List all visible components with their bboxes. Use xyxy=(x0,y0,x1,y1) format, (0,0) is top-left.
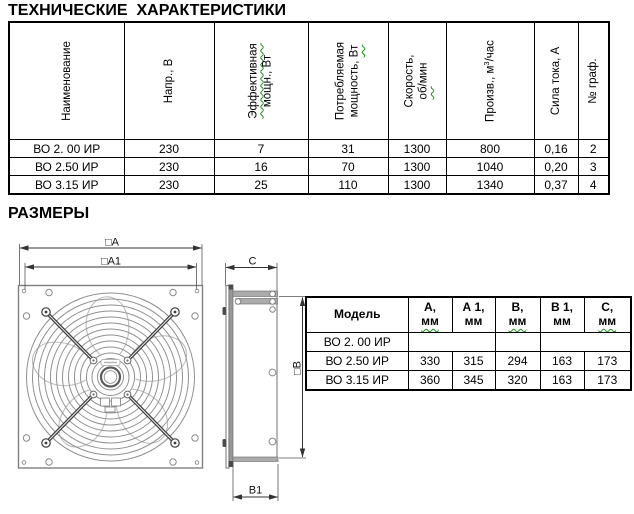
dimensions-cell: ВО 2.50 ИР xyxy=(306,352,408,371)
specs-cell: 0,16 xyxy=(534,140,578,158)
superscript: 3 xyxy=(481,61,491,66)
specs-table-row xyxy=(9,140,609,158)
header-text: Наименование xyxy=(60,41,73,121)
misspelled-word: Вт xyxy=(349,44,361,58)
dimensions-cell: 345 xyxy=(452,371,495,391)
specs-column-header xyxy=(214,22,308,140)
side-view xyxy=(223,285,279,469)
specs-cell: 1300 xyxy=(388,176,446,195)
dimensions-cell: 330 xyxy=(408,352,452,371)
header-text: А, xyxy=(424,300,436,315)
misspelled-word: Эффективная xyxy=(247,43,260,119)
specs-table-row xyxy=(9,158,609,176)
front-view xyxy=(19,286,203,469)
section-title-dimensions: РАЗМЕРЫ xyxy=(8,205,90,222)
specs-cell: 16 xyxy=(214,158,308,176)
specs-column-header xyxy=(9,22,124,140)
dimensions-table xyxy=(305,296,632,391)
header-text: мм xyxy=(553,314,571,328)
misspelled-word: об xyxy=(418,86,430,100)
specs-cell: 0,37 xyxy=(534,176,578,195)
dimensions-cell: 315 xyxy=(452,352,495,371)
specs-column-header xyxy=(578,22,609,140)
dimensions-table-row xyxy=(306,333,631,352)
specs-cell: 1300 xyxy=(388,158,446,176)
header-text: В 1, xyxy=(550,300,573,315)
specs-column-header xyxy=(308,22,388,140)
specs-cell: ВО 2.50 ИР xyxy=(9,158,124,176)
specs-cell: 2 xyxy=(578,140,609,158)
header-text: Модель xyxy=(334,307,381,322)
dimensions-cell: 163 xyxy=(540,371,584,391)
specs-cell: 31 xyxy=(308,140,388,158)
specs-table-row xyxy=(9,176,609,195)
dimensions-column-header xyxy=(540,297,584,333)
header-text: № граф. xyxy=(587,58,600,104)
header-text: Напр., В xyxy=(162,58,175,104)
specs-cell: 230 xyxy=(124,140,214,158)
dimensions-cell: 294 xyxy=(495,352,540,371)
dimensions-cell: 173 xyxy=(584,352,631,371)
header-text: Произв., м xyxy=(484,65,497,122)
dimensions-column-header xyxy=(408,297,452,333)
specs-cell: ВО 3.15 ИР xyxy=(9,176,124,195)
section-title-specs: ТЕХНИЧЕСКИЕ ХАРАКТЕРИСТИКИ xyxy=(8,2,286,19)
specs-cell: 230 xyxy=(124,176,214,195)
dimensions-cell: 173 xyxy=(584,371,631,391)
dimensions-cell xyxy=(540,333,631,352)
dimensions-header-row xyxy=(306,297,631,333)
flange-knob-bottom xyxy=(223,439,227,447)
header-text: мм xyxy=(464,314,483,328)
dim-label-C: C xyxy=(248,255,257,268)
dimensions-cell: 163 xyxy=(540,352,584,371)
specs-table xyxy=(8,21,610,195)
specs-cell: 110 xyxy=(308,176,388,195)
header-text: Сила тока, А xyxy=(549,46,562,116)
specs-cell: 25 xyxy=(214,176,308,195)
dimensions-cell: ВО 2. 00 ИР xyxy=(306,333,408,352)
header-text: С, xyxy=(601,300,614,315)
header-text: В, xyxy=(511,300,524,315)
dim-label-A: □A xyxy=(105,236,119,249)
specs-cell: 1040 xyxy=(446,158,534,176)
dimensions-column-header xyxy=(452,297,495,333)
bottom-bar xyxy=(233,457,278,462)
specs-column-header xyxy=(388,22,446,140)
specs-cell: ВО 2. 00 ИР xyxy=(9,140,124,158)
dimensions-column-header xyxy=(306,297,408,333)
specs-cell: 7 xyxy=(214,140,308,158)
header-text: /час xyxy=(484,40,497,62)
dimensions-table-row xyxy=(306,371,631,391)
header-text: Потребляемая xyxy=(334,41,347,121)
dimensions-column-header xyxy=(584,297,631,333)
specs-cell: 1340 xyxy=(446,176,534,195)
dimensions-table-row xyxy=(306,352,631,371)
specs-cell: 0,20 xyxy=(534,158,578,176)
specs-column-header xyxy=(446,22,534,140)
dim-label-A1: □A1 xyxy=(100,255,122,268)
dimensions-cell: 320 xyxy=(495,371,540,391)
header-text: Скорость, xyxy=(403,54,416,108)
dim-label-B: □B xyxy=(291,361,304,375)
specs-cell: 1300 xyxy=(388,140,446,158)
misspelled-word: мм xyxy=(508,314,527,328)
header-text: А 1, xyxy=(462,300,485,315)
header-text: мощность, xyxy=(349,57,361,118)
specs-cell: 4 xyxy=(578,176,609,195)
specs-cell: 3 xyxy=(578,158,609,176)
fan-technical-drawing xyxy=(0,228,320,514)
specs-cell: 800 xyxy=(446,140,534,158)
dimensions-cell xyxy=(408,333,495,352)
specs-cell: 70 xyxy=(308,158,388,176)
dimensions-cell: 360 xyxy=(408,371,452,391)
specs-cell: 230 xyxy=(124,158,214,176)
header-text: /мин xyxy=(418,62,430,87)
misspelled-word: мм xyxy=(598,314,617,328)
dimensions-column-header xyxy=(495,297,540,333)
dimensions-cell xyxy=(495,333,540,352)
dim-label-B1: B1 xyxy=(248,484,263,497)
specs-header-row xyxy=(9,22,609,140)
misspelled-word: мм xyxy=(421,314,439,328)
header-text: мощн., Вт xyxy=(262,54,274,108)
specs-column-header xyxy=(534,22,578,140)
flange-knob-top xyxy=(223,307,227,315)
dimensions-cell: ВО 3.15 ИР xyxy=(306,371,408,391)
specs-column-header xyxy=(124,22,214,140)
